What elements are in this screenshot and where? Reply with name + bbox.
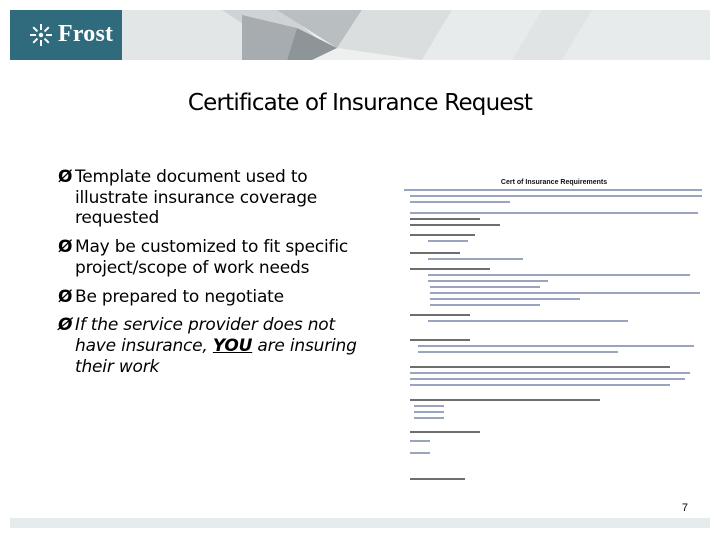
bullet-emphasis: YOU xyxy=(212,336,253,357)
frost-logo-text: Frost xyxy=(58,21,114,47)
bullet-text: Be prepared to negotiate xyxy=(75,286,284,307)
frost-star-icon xyxy=(30,24,52,46)
bullet-text: May be customized to fit specific project/scope of work needs xyxy=(75,237,348,278)
document-thumbnail-title: Cert of Insurance Requirements xyxy=(500,179,608,186)
bullet-item xyxy=(58,167,358,229)
page-number: 7 xyxy=(681,502,688,514)
slide-title: Certificate of Insurance Request xyxy=(187,90,533,116)
arrow-bullet-icon: Ø xyxy=(58,286,73,307)
bullet-item xyxy=(58,315,358,377)
slide-header-banner xyxy=(10,10,710,60)
bullet-text: Template document used to illustrate insurance coverage requested xyxy=(75,167,318,229)
bullet-text: are insuring their work xyxy=(75,336,357,377)
arrow-bullet-icon: Ø xyxy=(58,315,73,336)
arrow-bullet-icon: Ø xyxy=(58,167,73,187)
arrow-bullet-icon: Ø xyxy=(58,237,73,258)
footer-bar xyxy=(10,518,710,528)
bullet-text: If the service provider does not have insurance, xyxy=(75,315,335,357)
bullet-item xyxy=(58,237,358,278)
header-decorative-graphic xyxy=(122,10,710,60)
frost-logo-panel xyxy=(10,10,122,60)
bullet-list xyxy=(58,167,358,386)
bullet-item xyxy=(58,287,358,308)
document-thumbnail xyxy=(404,176,704,488)
